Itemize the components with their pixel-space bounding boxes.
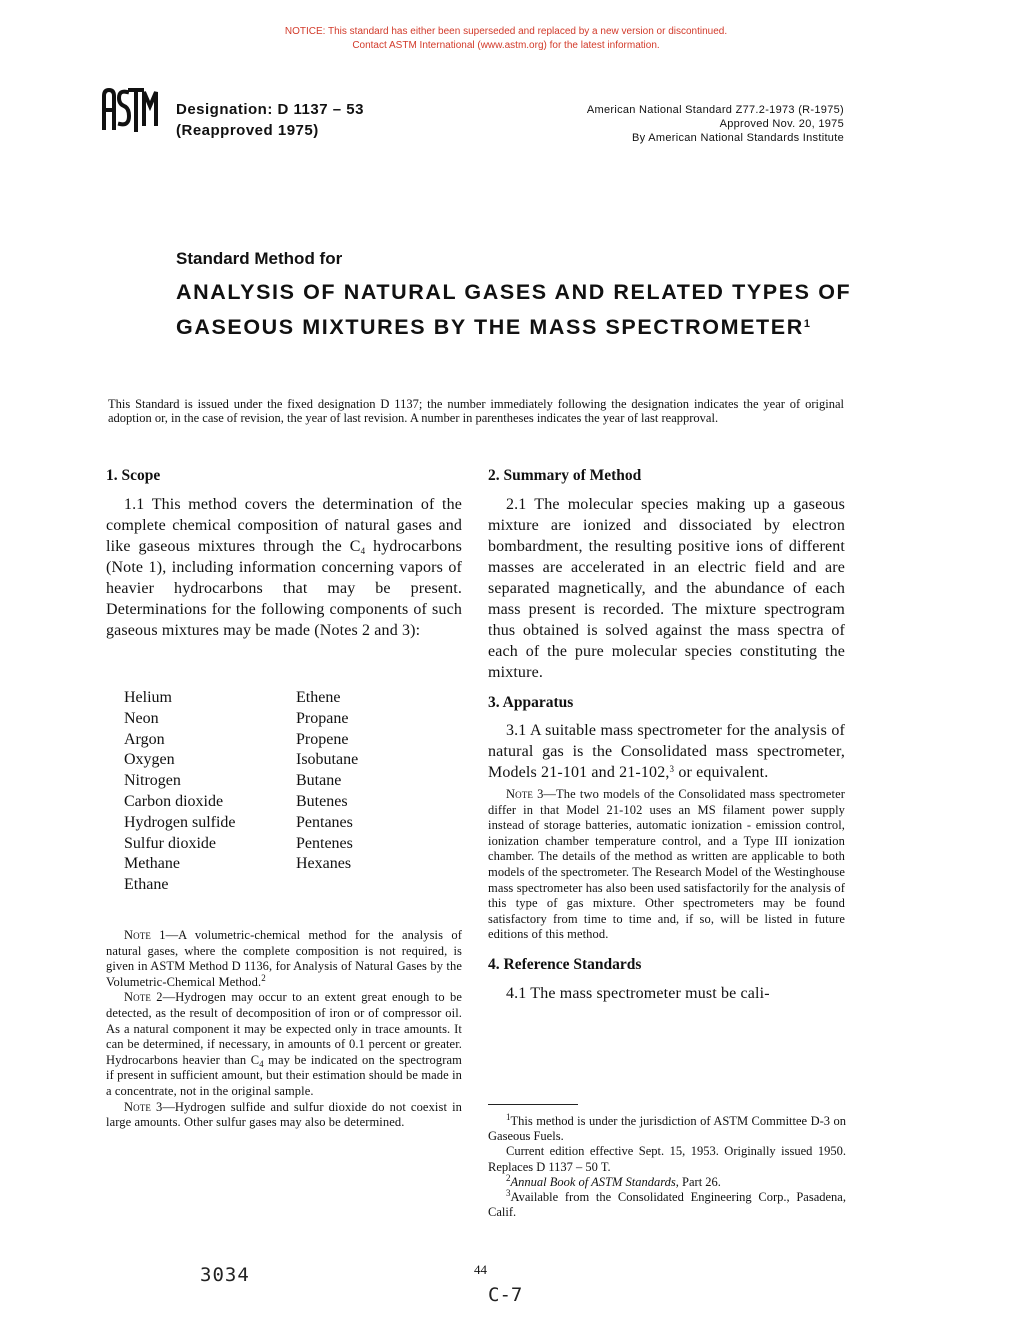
component-item: Oxygen xyxy=(124,751,175,769)
note-3-scope xyxy=(106,1100,462,1131)
ansi-approval xyxy=(587,103,844,145)
component-item: Methane xyxy=(124,855,180,873)
standard-method-label: Standard Method for xyxy=(176,249,343,268)
apparatus-paragraph xyxy=(488,720,845,783)
designation-block xyxy=(176,99,364,141)
component-item: Pentenes xyxy=(296,834,353,852)
component-item: Propane xyxy=(296,709,349,727)
component-item: Pentanes xyxy=(296,813,353,831)
note-3-apparatus xyxy=(488,787,845,943)
note-2-label: Note 2 xyxy=(124,990,163,1005)
ansi-standard: American National Standard Z77.2-1973 (R-1975) xyxy=(586,104,844,116)
scope-paragraph xyxy=(106,494,462,641)
apparatus-heading: 3. Apparatus xyxy=(488,694,574,711)
scope-text-a: 1.1 This method covers the determination of the complete chemical composition of natural gases and like gaseous mixtures through the C xyxy=(106,496,462,555)
issued-note: This Standard is issued under the fixed designation D 1137; the number immediately following the designation indicates the year of original adoption or, in the case of revision, the year of last revision. A number in parentheses indicates the year of last reapproval. xyxy=(108,397,844,425)
component-item: Butenes xyxy=(296,792,348,810)
components-column-1 xyxy=(124,688,236,896)
note-1 xyxy=(106,928,462,990)
reference-paragraph: 4.1 The mass spectrometer must be cali- xyxy=(506,984,770,1002)
component-item: Hydrogen sulfide xyxy=(124,813,236,831)
footnote-rule xyxy=(488,1104,578,1105)
component-item: Helium xyxy=(124,689,172,706)
footnote-3-text: Available from the Consolidated Engineering Corp., Pasadena, Calif. xyxy=(488,1190,846,1220)
note-1-ref: 2 xyxy=(261,972,266,983)
designation: Designation: D 1137 – 53 xyxy=(176,101,364,118)
right-column xyxy=(488,466,845,1004)
note-1-label: Note 1 xyxy=(124,928,166,942)
note-3-scope-label: Note 3 xyxy=(124,1099,163,1114)
footnote-3 xyxy=(488,1190,846,1220)
footnote-2-rest: , Part 26. xyxy=(675,1174,721,1189)
note-2 xyxy=(106,990,462,1099)
summary-heading: 2. Summary of Method xyxy=(488,467,642,484)
reference-heading: 4. Reference Standards xyxy=(488,955,642,973)
component-item: Hexanes xyxy=(296,855,352,873)
footnote-1-mark: 1 xyxy=(506,1112,511,1122)
note-3-scope-text: —Hydrogen sulfide and sulfur dioxide do not coexist in large amounts. Other sulfur gases may also be determined. xyxy=(106,1099,462,1130)
note-2-subscript: 4 xyxy=(259,1058,264,1069)
component-item: Butane xyxy=(296,772,342,790)
title-text: ANALYSIS OF NATURAL GASES AND RELATED TYPES OF GASEOUS MIXTURES BY THE MASS SPECTROMETER xyxy=(176,280,852,339)
component-item: Sulfur dioxide xyxy=(124,834,216,852)
reapproved: (Reapproved 1975) xyxy=(176,122,319,139)
title-footnote-mark: 1 xyxy=(803,318,810,330)
note-3-apparatus-text: —The two models of the Consolidated mass spectrometer differ in that Model 21-102 uses an MS filament power supply instead of storage batteries, automatic ionization - emission control, ionization chamber temperature control, and a Type III ionization chamber. The details of the method as written are applicable to both models of the spectrometer. The Research Model of the Westinghouse mass spectrometer has also been used satisfactorily for the analysis of this type of gas mixture. Other spectrometers may be found satisfactory from time to time and, if so, will be listed in future editions of this method. xyxy=(488,787,846,942)
footnote-3-mark: 3 xyxy=(506,1188,511,1199)
note-2-text-b: may be indicated on the spectrogram if present in sufficient amount, but their estimation should be made in a concentrate, not in the original sample. xyxy=(106,1052,462,1098)
apparatus-ref: 3 xyxy=(669,764,675,774)
component-item: Isobutane xyxy=(296,751,359,769)
left-column xyxy=(106,466,462,641)
components-column-2 xyxy=(296,688,358,875)
footnote-1b: Current edition effective Sept. 15, 1953. Originally issued 1950. Replaces D 1137 – 50 T. xyxy=(488,1144,846,1174)
note-2-text-a: —Hydrogen may occur to an extent great enough to be detected, as the result of decomposition of iron or of compressor oil. As a natural component it may be expected only in trace amounts. It can be determined, if necessary, in amounts of 0.1 percent or greater. Hydrocarbons heavier than C xyxy=(106,990,463,1067)
footnote-1-text: This method is under the jurisdiction of ASTM Committee D-3 on Gaseous Fuels. xyxy=(488,1114,846,1144)
notice-line-2: Contact ASTM International (www.astm.org) for the latest information. xyxy=(352,40,660,51)
footnote-2 xyxy=(488,1172,846,1190)
document-title xyxy=(176,276,856,343)
footnote-2-title: Annual Book of ASTM Standards xyxy=(510,1174,676,1189)
component-item: Ethene xyxy=(296,689,341,706)
scope-notes xyxy=(106,928,462,1131)
scope-text-b: hydrocarbons (Note 1), including information concerning vapors of heavier hydrocarbons that may be present. Determinations for the following components of such gaseous mixtures may be made (Notes 2 and 3): xyxy=(106,538,462,639)
note-1-text: —A volumetric-chemical method for the analysis of natural gases, where the complete composition is not required, is given in ASTM Method D 1136, for Analysis of Natural Gases by the Volumetric-Chemical Method. xyxy=(106,928,462,989)
handwritten-number: 3034 xyxy=(200,1264,250,1286)
component-item: Nitrogen xyxy=(124,772,181,790)
handwritten-code: C-7 xyxy=(488,1284,523,1306)
component-item: Carbon dioxide xyxy=(124,792,224,810)
notice-line-1: NOTICE: This standard has either been superseded and replaced by a new version or discontinued. xyxy=(284,26,728,37)
component-item: Propene xyxy=(296,730,349,748)
footnotes xyxy=(488,1114,846,1220)
ansi-approved-date: Approved Nov. 20, 1975 xyxy=(719,118,844,130)
summary-paragraph: 2.1 The molecular species making up a gaseous mixture are ionized and dissociated by electron bombardment, the resulting positive ions of different masses are accelerated in an electric field and are separated magnetically, and the abundance of each mass present is recorded. The mixture spectrogram thus obtained is solved against the mass spectra of each of the pure molecular species constituting the mixture. xyxy=(488,496,845,681)
footnote-1 xyxy=(488,1114,846,1144)
component-item: Neon xyxy=(124,709,159,727)
astm-logo xyxy=(100,84,162,132)
component-item: Argon xyxy=(124,730,165,748)
component-item: Ethane xyxy=(124,876,169,894)
ansi-institute: By American National Standards Institute xyxy=(632,132,844,144)
page-number: 44 xyxy=(474,1262,487,1277)
apparatus-text-a: 3.1 A suitable mass spectrometer for the analysis of natural gas is the Consolidated mass spectrometer, Models 21-101 and 21-102, xyxy=(488,722,845,781)
scope-subscript: 4 xyxy=(360,546,366,556)
scope-heading: 1. Scope xyxy=(106,467,161,484)
footnote-2-mark: 2 xyxy=(506,1172,511,1183)
note-3-apparatus-label: Note 3 xyxy=(506,787,544,801)
apparatus-text-b: or equivalent. xyxy=(674,764,769,781)
